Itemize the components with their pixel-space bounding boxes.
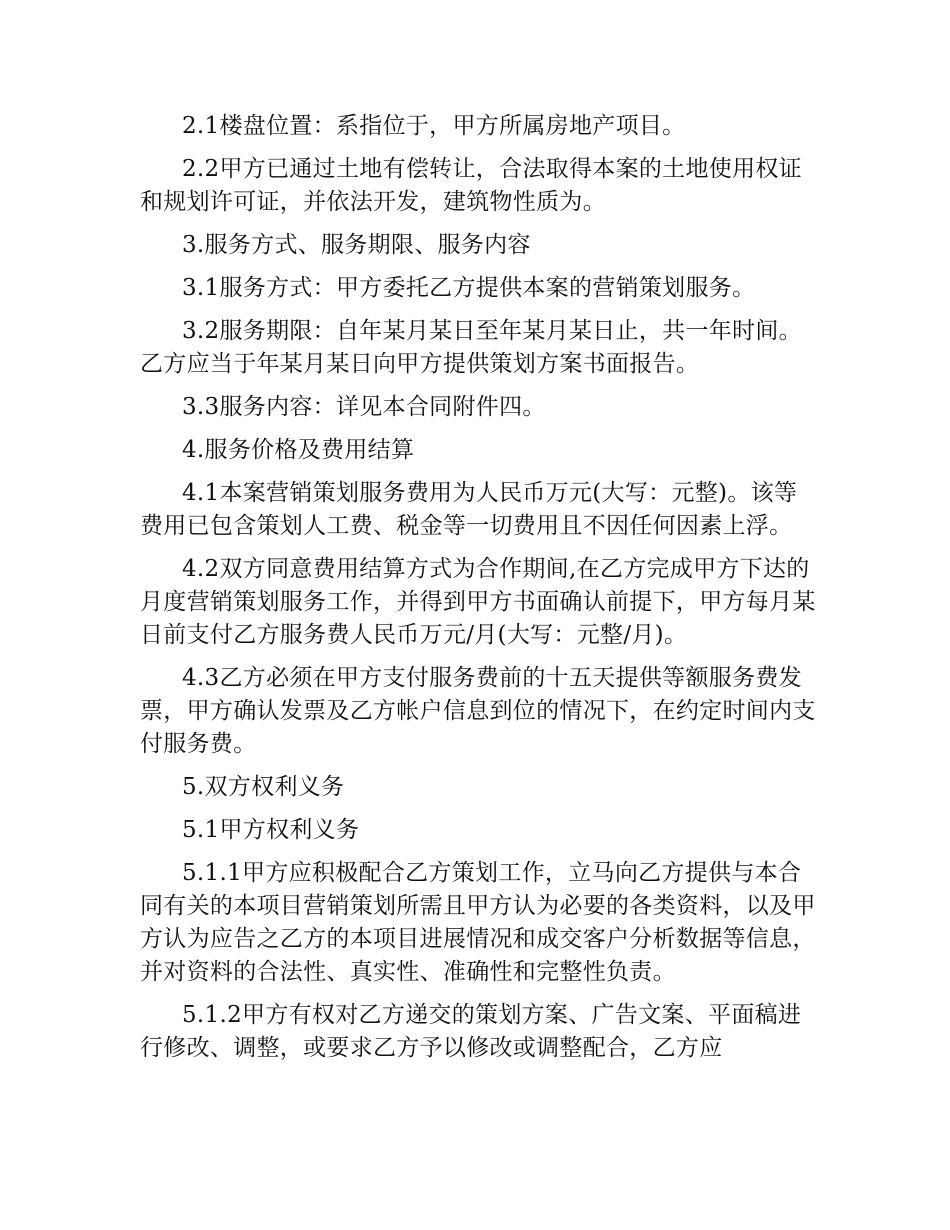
section-heading-4: 4.服务价格及费用结算 [182, 437, 415, 463]
paragraph-5-1-1: 5.1.1甲方应积极配合乙方策划工作，立马向乙方提供与本合同有关的本项目营销策划所需且甲方认为必要的各类资料，以及甲方认为应告之乙方的本项目进展情况和成交客户分析数据等信息，并对资料的合法性、真实性、准确性和完整性负责。 [140, 860, 816, 985]
paragraph-2-2: 2.2甲方已通过土地有偿转让，合法取得本案的土地使用权证和规划许可证，并依法开发，建筑物性质为。 [140, 156, 802, 215]
paragraph-5-1-2: 5.1.2甲方有权对乙方递交的策划方案、广告文案、平面稿进行修改、调整，或要求乙方予以修改或调整配合，乙方应 [140, 1002, 802, 1061]
paragraph-3-2: 3.2服务期限：自年某月某日至年某月某日止，共一年时间。乙方应当于年某月某日向甲方提供策划方案书面报告。 [140, 318, 802, 377]
paragraph-4-2: 4.2双方同意费用结算方式为合作期间,在乙方完成甲方下达的月度营销策划服务工作，并得到甲方书面确认前提下，甲方每月某日前支付乙方服务费人民币万元/月(大写：元整/月)。 [140, 556, 816, 648]
paragraph-2-1: 2.1楼盘位置：系指位于，甲方所属房地产项目。 [182, 113, 686, 139]
subsection-heading-5-1: 5.1甲方权利义务 [182, 817, 360, 843]
paragraph-3-1: 3.1服务方式：甲方委托乙方提供本案的营销策划服务。 [182, 275, 756, 301]
document-page [140, 110, 820, 1075]
paragraph-4-1: 4.1本案营销策划服务费用为人民币万元(大写：元整)。该等费用已包含策划人工费、税金等一切费用且不因任何因素上浮。 [140, 480, 798, 539]
section-heading-5: 5.双方权利义务 [182, 774, 345, 800]
paragraph-3-3: 3.3服务内容：详见本合同附件四。 [182, 394, 546, 420]
section-heading-3: 3.服务方式、服务期限、服务内容 [182, 232, 531, 258]
paragraph-4-3: 4.3乙方必须在甲方支付服务费前的十五天提供等额服务费发票，甲方确认发票及乙方帐户信息到位的情况下，在约定时间内支付服务费。 [140, 665, 816, 757]
